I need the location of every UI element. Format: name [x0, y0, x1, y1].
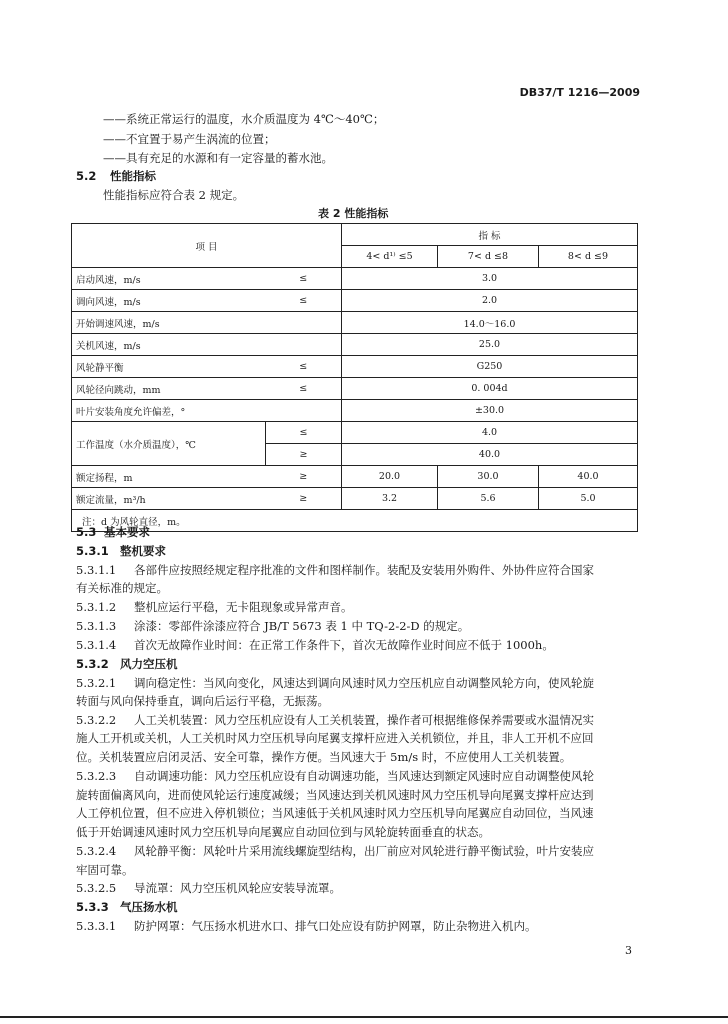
row-label: 额定扬程，m	[72, 466, 266, 488]
table-row	[72, 422, 638, 444]
section-5-3-3-title: 气压扬水机	[120, 900, 178, 914]
clause-5-3-1-4-number: 5.3.1.4	[76, 638, 117, 652]
section-5-2-number: 5.2	[76, 169, 97, 183]
row-symbol	[266, 334, 342, 356]
clause-5-3-2-4-number: 5.3.2.4	[76, 844, 117, 858]
row-symbol	[266, 400, 342, 422]
section-5-2-title: 性能指标	[110, 169, 156, 183]
row-symbol: ≤	[266, 268, 342, 290]
clause-5-3-2-1-line-2: 转面与风向保持垂直，调向后运行平稳，无振荡。	[76, 694, 329, 708]
clause-5-3-2-4-line-1: 风轮静平衡：风轮叶片采用流线螺旋型结构，出厂前应对风轮进行静平衡试验，叶片安装应	[134, 844, 594, 858]
clause-5-3-1-1-number: 5.3.1.1	[76, 563, 117, 577]
row-symbol: ≤	[266, 378, 342, 400]
table-col-1: 4< d¹⁾ ≤5	[342, 246, 438, 268]
intro-item-3: ——具有充足的水源和有一定容量的蓄水池。	[103, 151, 333, 165]
row-label: 调向风速，m/s	[72, 290, 266, 312]
row-value: 3.2	[342, 488, 438, 510]
clause-5-3-2-5-number: 5.3.2.5	[76, 881, 117, 895]
clause-5-3-2-3-line-4: 低于开始调速风速时风力空压机导向尾翼应自动回位到与风轮旋转面垂直的状态。	[76, 825, 490, 839]
table-row	[72, 356, 638, 378]
section-5-2-text: 性能指标应符合表 2 规定。	[103, 188, 245, 202]
row-value: ±30.0	[342, 400, 638, 422]
row-symbol: ≤	[266, 422, 342, 444]
clause-5-3-2-4-line-2: 牢固可靠。	[76, 863, 134, 877]
clause-5-3-2-3-line-2: 旋转面偏离风向，进而使风轮运行速度减缓；当风速达到关机风速时风力空压机导向尾翼支撑杆应达到	[76, 788, 594, 802]
row-symbol	[266, 312, 342, 334]
bottom-scan-edge	[0, 1016, 728, 1018]
row-value: 5.6	[438, 488, 539, 510]
row-value: 4.0	[342, 422, 638, 444]
section-5-3-2-number: 5.3.2	[76, 657, 109, 671]
row-value: 25.0	[342, 334, 638, 356]
table-row	[72, 290, 638, 312]
clause-5-3-1-2-text: 整机应运行平稳，无卡阻现象或异常声音。	[134, 600, 353, 614]
row-value: 0. 004d	[342, 378, 638, 400]
section-5-3-number: 5.3	[76, 525, 97, 539]
temperature-label: 工作温度（水介质温度），℃	[72, 422, 266, 466]
row-symbol: ≤	[266, 290, 342, 312]
row-value: 20.0	[342, 466, 438, 488]
row-value: 30.0	[438, 466, 539, 488]
clause-5-3-2-3-line-3: 人工停机位置，但不应进入停机锁位；当风速低于关机风速时风力空压机导向尾翼应自动回位，当风速	[76, 806, 594, 820]
row-value: G250	[342, 356, 638, 378]
table-col-3: 8< d ≤9	[539, 246, 638, 268]
clause-5-3-1-1-line-2: 有关标准的规定。	[76, 581, 168, 595]
row-symbol: ≥	[266, 488, 342, 510]
clause-5-3-2-2-number: 5.3.2.2	[76, 713, 117, 727]
clause-5-3-1-1-line-1: 各部件应按照经规定程序批准的文件和图样制作。装配及安装用外购件、外协件应符合国家	[134, 563, 594, 577]
row-value: 40.0	[342, 444, 638, 466]
row-label: 关机风速，m/s	[72, 334, 266, 356]
clause-5-3-2-2-line-3: 位。关机装置应启闭灵活、安全可靠，操作方便。当风速大于 5m/s 时，不应使用人工关机装置。	[76, 750, 572, 764]
table-note: 注：d 为风轮直径，m。	[72, 510, 638, 532]
clause-5-3-2-3-number: 5.3.2.3	[76, 769, 117, 783]
row-value: 2.0	[342, 290, 638, 312]
section-5-3-3-number: 5.3.3	[76, 900, 109, 914]
table-row	[72, 378, 638, 400]
clause-5-3-1-3-text: 涂漆：零部件涂漆应符合 JB/T 5673 表 1 中 TQ-2-2-D 的规定。	[134, 619, 470, 633]
performance-table	[71, 223, 638, 532]
row-value: 5.0	[539, 488, 638, 510]
clause-5-3-2-2-line-2: 施人工开机或关机，人工关机时风力空压机导向尾翼支撑杆应进入关机锁位，并且，非人工开机不应回	[76, 731, 594, 745]
clause-5-3-2-3-line-1: 自动调速功能：风力空压机应设有自动调速功能，当风速达到额定风速时应自动调整使风轮	[134, 769, 594, 783]
clause-5-3-3-1-number: 5.3.3.1	[76, 919, 117, 933]
table-row	[72, 488, 638, 510]
table-row	[72, 334, 638, 356]
table-col-2: 7< d ≤8	[438, 246, 539, 268]
row-label: 叶片安装角度允许偏差，°	[72, 400, 266, 422]
row-value: 14.0～16.0	[342, 312, 638, 334]
row-symbol: ≥	[266, 444, 342, 466]
clause-5-3-1-3-number: 5.3.1.3	[76, 619, 117, 633]
clause-5-3-1-4-text: 首次无故障作业时间：在正常工作条件下，首次无故障作业时间应不低于 1000h。	[134, 638, 554, 652]
intro-item-2: ——不宜置于易产生涡流的位置；	[103, 132, 276, 146]
table-row	[72, 400, 638, 422]
document-code: DB37/T 1216—2009	[519, 86, 640, 99]
table-row	[72, 268, 638, 290]
clause-5-3-2-1-number: 5.3.2.1	[76, 676, 117, 690]
row-value: 3.0	[342, 268, 638, 290]
row-label: 额定流量，m³/h	[72, 488, 266, 510]
clause-5-3-2-1-line-1: 调向稳定性：当风向变化，风速达到调向风速时风力空压机应自动调整风轮方向，使风轮旋	[134, 676, 594, 690]
table-row	[72, 312, 638, 334]
row-label: 风轮静平衡	[72, 356, 266, 378]
row-symbol: ≥	[266, 466, 342, 488]
row-label: 启动风速，m/s	[72, 268, 266, 290]
page-number: 3	[625, 944, 632, 957]
section-5-3-1-number: 5.3.1	[76, 544, 109, 558]
row-symbol: ≤	[266, 356, 342, 378]
section-5-3-1-title: 整机要求	[120, 544, 166, 558]
row-label: 开始调速风速，m/s	[72, 312, 266, 334]
table-row	[72, 466, 638, 488]
clause-5-3-2-5-text: 导流罩：风力空压机风轮应安装导流罩。	[134, 881, 341, 895]
intro-item-1: ——系统正常运行的温度，水介质温度为 4℃～40℃；	[103, 112, 385, 126]
section-5-3-2-title: 风力空压机	[120, 657, 178, 671]
clause-5-3-2-2-line-1: 人工关机装置：风力空压机应设有人工关机装置，操作者可根据维修保养需要或水温情况实	[134, 713, 594, 727]
table-head-item: 项 目	[72, 224, 342, 268]
table-caption: 表 2 性能指标	[318, 207, 389, 220]
table-head-indicator: 指 标	[342, 224, 638, 246]
row-value: 40.0	[539, 466, 638, 488]
clause-5-3-3-1-text: 防护网罩：气压扬水机进水口、排气口处应设有防护网罩，防止杂物进入机内。	[134, 919, 537, 933]
section-5-3-title: 基本要求	[104, 525, 150, 539]
row-label: 风轮径向跳动，mm	[72, 378, 266, 400]
clause-5-3-1-2-number: 5.3.1.2	[76, 600, 117, 614]
